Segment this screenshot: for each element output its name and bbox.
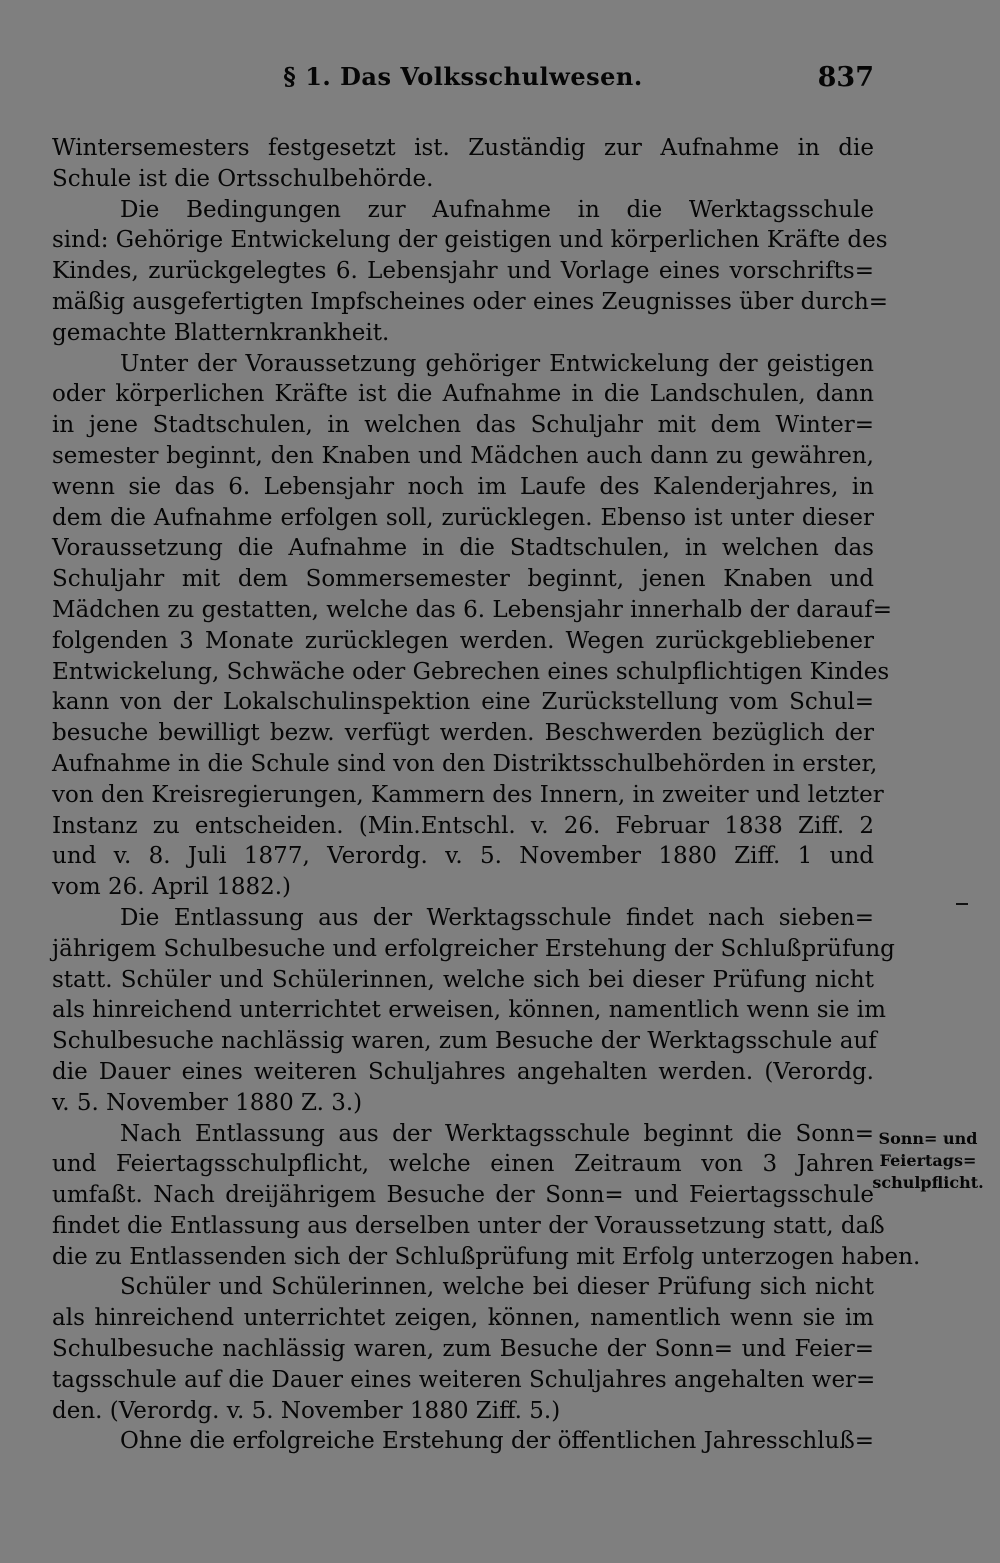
text-line: und v. 8. Juli 1877, Verordg. v. 5. November 1880 Ziff. 1 und: [52, 843, 874, 870]
text-line: den. (Verordg. v. 5. November 1880 Ziff. 5.): [52, 1397, 561, 1424]
text-line: gemachte Blatternkrankheit.: [52, 319, 390, 346]
text-line: v. 5. November 1880 Z. 3.): [52, 1089, 363, 1116]
margin-note-line: Sonn= und: [878, 1129, 978, 1148]
text-line: statt. Schüler und Schülerinnen, welche sich bei dieser Prüfung nicht: [52, 966, 874, 993]
margin-mark: [956, 903, 968, 905]
text-line: tagsschule auf die Dauer eines weiteren Schuljahres angehalten wer=: [52, 1366, 876, 1393]
text-line: Instanz zu entscheiden. (Min.Entschl. v. 26. Februar 1838 Ziff. 2: [52, 812, 874, 839]
text-line: kann von der Lokalschulinspektion eine Zurückstellung vom Schul=: [52, 689, 874, 716]
text-line: von den Kreisregierungen, Kammern des Innern, in zweiter und letzter: [52, 781, 884, 808]
text-line: Schulbesuche nachlässig waren, zum Besuche der Werktagsschule auf: [52, 1028, 877, 1055]
text-line: als hinreichend unterrichtet erweisen, können, namentlich wenn sie im: [52, 997, 886, 1024]
margin-note: [872, 1128, 984, 1194]
text-line: und Feiertagsschulpflicht, welche einen Zeitraum von 3 Jahren: [52, 1151, 874, 1178]
page-number: 837: [817, 62, 874, 93]
text-line: Die Entlassung aus der Werktagsschule findet nach sieben=: [120, 904, 874, 931]
text-line: Wintersemesters festgesetzt ist. Zuständig zur Aufnahme in die: [52, 135, 874, 161]
text-line: besuche bewilligt bezw. verfügt werden. Beschwerden bezüglich der: [52, 720, 874, 747]
text-line: Unter der Voraussetzung gehöriger Entwickelung der geistigen: [120, 350, 874, 377]
text-line: jährigem Schulbesuche und erfolgreicher Erstehung der Schlußprüfung: [52, 935, 895, 962]
page-header: [52, 62, 874, 102]
text-line: sind: Gehörige Entwickelung der geistigen und körperlichen Kräfte des: [52, 227, 888, 254]
text-line: Kindes, zurückgelegtes 6. Lebensjahr und Vorlage eines vorschrifts=: [52, 258, 874, 285]
text-line: wenn sie das 6. Lebensjahr noch im Laufe des Kalenderjahres, in: [52, 473, 874, 500]
text-line: Nach Entlassung aus der Werktagsschule beginnt die Sonn=: [120, 1120, 874, 1147]
text-line: dem die Aufnahme erfolgen soll, zurücklegen. Ebenso ist unter dieser: [52, 504, 874, 531]
text-line: die Dauer eines weiteren Schuljahres angehalten werden. (Verordg.: [52, 1058, 874, 1085]
text-line: Mädchen zu gestatten, welche das 6. Lebensjahr innerhalb der darauf=: [52, 596, 893, 623]
text-line: die zu Entlassenden sich der Schlußprüfung mit Erfolg unterzogen haben.: [52, 1243, 921, 1270]
text-line: Schuljahr mit dem Sommersemester beginnt, jenen Knaben und: [52, 566, 874, 593]
text-line: Schule ist die Ortsschulbehörde.: [52, 165, 434, 192]
text-line: Ohne die erfolgreiche Erstehung der öffentlichen Jahresschluß=: [120, 1428, 875, 1455]
text-line: mäßig ausgefertigten Impfscheines oder eines Zeugnisses über durch=: [52, 288, 889, 315]
text-line: findet die Entlassung aus derselben unter der Voraussetzung statt, daß: [52, 1212, 885, 1239]
text-line: folgenden 3 Monate zurücklegen werden. Wegen zurückgebliebener: [52, 627, 874, 654]
text-line: oder körperlichen Kräfte ist die Aufnahme in die Landschulen, dann: [52, 381, 874, 408]
text-line: Schulbesuche nachlässig waren, zum Besuche der Sonn= und Feier=: [52, 1336, 874, 1363]
text-line: semester beginnt, den Knaben und Mädchen auch dann zu gewähren,: [52, 442, 874, 469]
running-title: § 1. Das Volksschulwesen.: [283, 62, 643, 91]
text-line: in jene Stadtschulen, in welchen das Schuljahr mit dem Winter=: [52, 412, 874, 439]
text-line: vom 26. April 1882.): [52, 874, 292, 901]
margin-note-line: Feiertags=: [879, 1151, 977, 1170]
text-line: Aufnahme in die Schule sind von den Distriktsschulbehörden in erster,: [52, 750, 878, 777]
text-line: Entwickelung, Schwäche oder Gebrechen eines schulpflichtigen Kindes: [52, 658, 890, 685]
text-line: Voraussetzung die Aufnahme in die Stadtschulen, in welchen das: [52, 535, 874, 562]
text-line: Schüler und Schülerinnen, welche bei dieser Prüfung sich nicht: [120, 1274, 874, 1301]
text-line: Die Bedingungen zur Aufnahme in die Werktagsschule: [120, 196, 874, 223]
margin-note-line: schulpflicht.: [872, 1173, 984, 1192]
text-line: umfaßt. Nach dreijährigem Besuche der Sonn= und Feiertagsschule: [52, 1182, 874, 1209]
text-line: als hinreichend unterrichtet zeigen, können, namentlich wenn sie im: [52, 1305, 874, 1332]
body-text: [52, 133, 921, 1457]
